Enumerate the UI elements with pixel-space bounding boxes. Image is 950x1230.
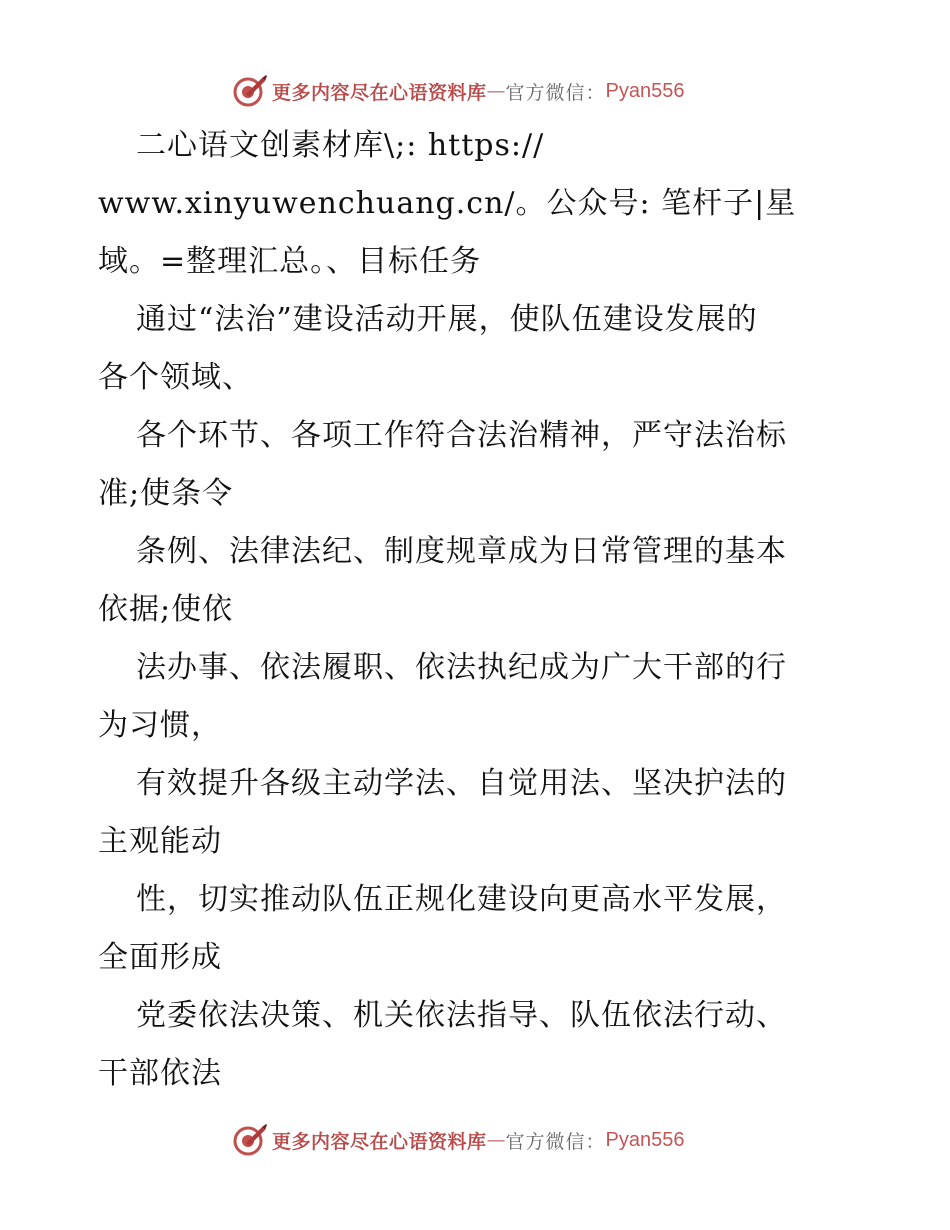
- text-line: 准;使条令: [98, 476, 234, 511]
- text-line: 各个领域、: [98, 360, 253, 395]
- pen-logo-icon: [232, 1122, 268, 1158]
- text-line: 性，切实推动队伍正规化建设向更高水平发展，: [136, 882, 787, 917]
- banner-wechat-id: Pyan556: [605, 79, 685, 102]
- text-line: 通过“法治”建设活动开展，使队伍建设发展的: [136, 302, 758, 337]
- text-line: 法办事、依法履职、依法执纪成为广大干部的行: [136, 650, 787, 685]
- text-line: www.xinyuwenchuang.cn/。公众号: 笔杆子|星: [98, 186, 797, 221]
- text-line: 二心语文创素材库\;: https://: [136, 128, 545, 163]
- text-line: 全面形成: [98, 940, 222, 975]
- footer-banner: [232, 1120, 685, 1160]
- text-line: 为习惯，: [98, 708, 222, 743]
- text-line: 依据;使依: [98, 592, 234, 627]
- text-line: 主观能动: [98, 824, 222, 859]
- header-banner: [232, 71, 685, 111]
- banner-official-label: 官方微信：: [505, 1130, 606, 1153]
- banner-wechat-id: Pyan556: [605, 1128, 685, 1151]
- banner-dash: —: [486, 80, 506, 102]
- text-line: 干部依法: [98, 1056, 222, 1091]
- banner-title: 更多内容尽在心语资料库: [272, 81, 487, 104]
- text-line: 条例、法律法纪、制度规章成为日常管理的基本: [136, 534, 787, 569]
- text-line: 各个环节、各项工作符合法治精神，严守法治标: [136, 418, 787, 453]
- text-line: 有效提升各级主动学法、自觉用法、坚决护法的: [136, 766, 787, 801]
- text-line: 域。=整理汇总。、目标任务: [98, 244, 482, 279]
- pen-logo-icon: [232, 73, 268, 109]
- banner-official-label: 官方微信：: [505, 81, 606, 104]
- text-line: 党委依法决策、机关依法指导、队伍依法行动、: [136, 998, 787, 1033]
- banner-dash: —: [486, 1129, 506, 1151]
- banner-title: 更多内容尽在心语资料库: [272, 1130, 487, 1153]
